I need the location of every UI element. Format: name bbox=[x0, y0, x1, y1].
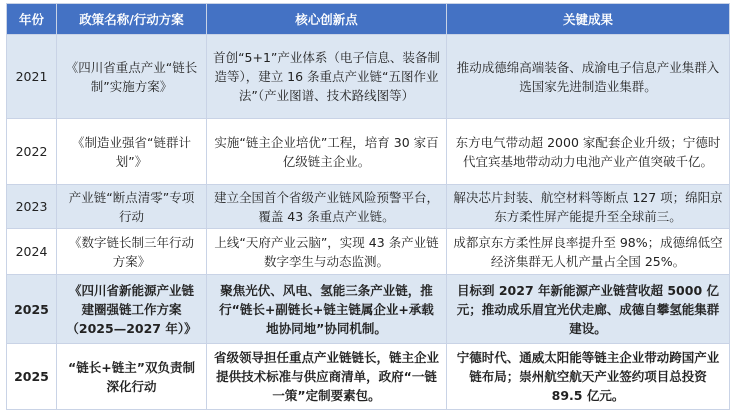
policy-table bbox=[6, 3, 730, 410]
outcome-cell: 目标到 2027 年新能源产业链营收超 5000 亿元；推动成乐眉宜光伏走廊、成德自攀氢能集群建设。 bbox=[447, 275, 730, 344]
year-cell: 2025 bbox=[7, 344, 57, 410]
policy-cell: 《数字链长制三年行动方案》 bbox=[57, 229, 207, 275]
outcome-cell: 解决芯片封装、航空材料等断点 127 项；绵阳京东方柔性屏产能提升至全球前三。 bbox=[447, 185, 730, 229]
outcome-cell: 宁德时代、通威太阳能等链主企业带动跨国产业链布局；崇州航空航天产业签约项目总投资 89.5 亿元。 bbox=[447, 344, 730, 410]
header-year: 年份 bbox=[7, 4, 57, 35]
innovation-cell: 实施“链主企业培优”工程，培育 30 家百亿级链主企业。 bbox=[207, 119, 447, 185]
year-cell: 2023 bbox=[7, 185, 57, 229]
policy-table-container bbox=[6, 3, 729, 410]
policy-cell: 《制造业强省“链群计划”》 bbox=[57, 119, 207, 185]
table-row bbox=[7, 35, 730, 119]
header-innovation: 核心创新点 bbox=[207, 4, 447, 35]
table-row bbox=[7, 185, 730, 229]
table-row bbox=[7, 119, 730, 185]
table-header-row bbox=[7, 4, 730, 35]
outcome-cell: 成都京东方柔性屏良率提升至 98%；成德绵低空经济集群无人机产量占全国 25%。 bbox=[447, 229, 730, 275]
year-cell: 2021 bbox=[7, 35, 57, 119]
policy-cell: 《四川省新能源产业链建圈强链工作方案（2025—2027 年）》 bbox=[57, 275, 207, 344]
policy-cell: “链长+链主”双负责制深化行动 bbox=[57, 344, 207, 410]
table-row bbox=[7, 275, 730, 344]
table-row bbox=[7, 229, 730, 275]
header-policy: 政策名称/行动方案 bbox=[57, 4, 207, 35]
policy-cell: 《四川省重点产业“链长制”实施方案》 bbox=[57, 35, 207, 119]
header-outcome: 关键成果 bbox=[447, 4, 730, 35]
outcome-cell: 东方电气带动超 2000 家配套企业升级；宁德时代宜宾基地带动动力电池产业产值突破千亿。 bbox=[447, 119, 730, 185]
innovation-cell: 聚焦光伏、风电、氢能三条产业链，推行“链长+副链长+链主链属企业+承载地协同地”协同机制。 bbox=[207, 275, 447, 344]
year-cell: 2025 bbox=[7, 275, 57, 344]
policy-cell: 产业链“断点清零”专项行动 bbox=[57, 185, 207, 229]
innovation-cell: 首创“5+1”产业体系（电子信息、装备制造等），建立 16 条重点产业链“五图作业法”（产业图谱、技术路线图等） bbox=[207, 35, 447, 119]
year-cell: 2022 bbox=[7, 119, 57, 185]
year-cell: 2024 bbox=[7, 229, 57, 275]
innovation-cell: 上线“天府产业云脑”，实现 43 条产业链数字孪生与动态监测。 bbox=[207, 229, 447, 275]
innovation-cell: 建立全国首个省级产业链风险预警平台，覆盖 43 条重点产业链。 bbox=[207, 185, 447, 229]
table-row bbox=[7, 344, 730, 410]
outcome-cell: 推动成德绵高端装备、成渝电子信息产业集群入选国家先进制造业集群。 bbox=[447, 35, 730, 119]
innovation-cell: 省级领导担任重点产业链链长，链主企业提供技术标准与供应商清单，政府“一链一策”定制要素包。 bbox=[207, 344, 447, 410]
